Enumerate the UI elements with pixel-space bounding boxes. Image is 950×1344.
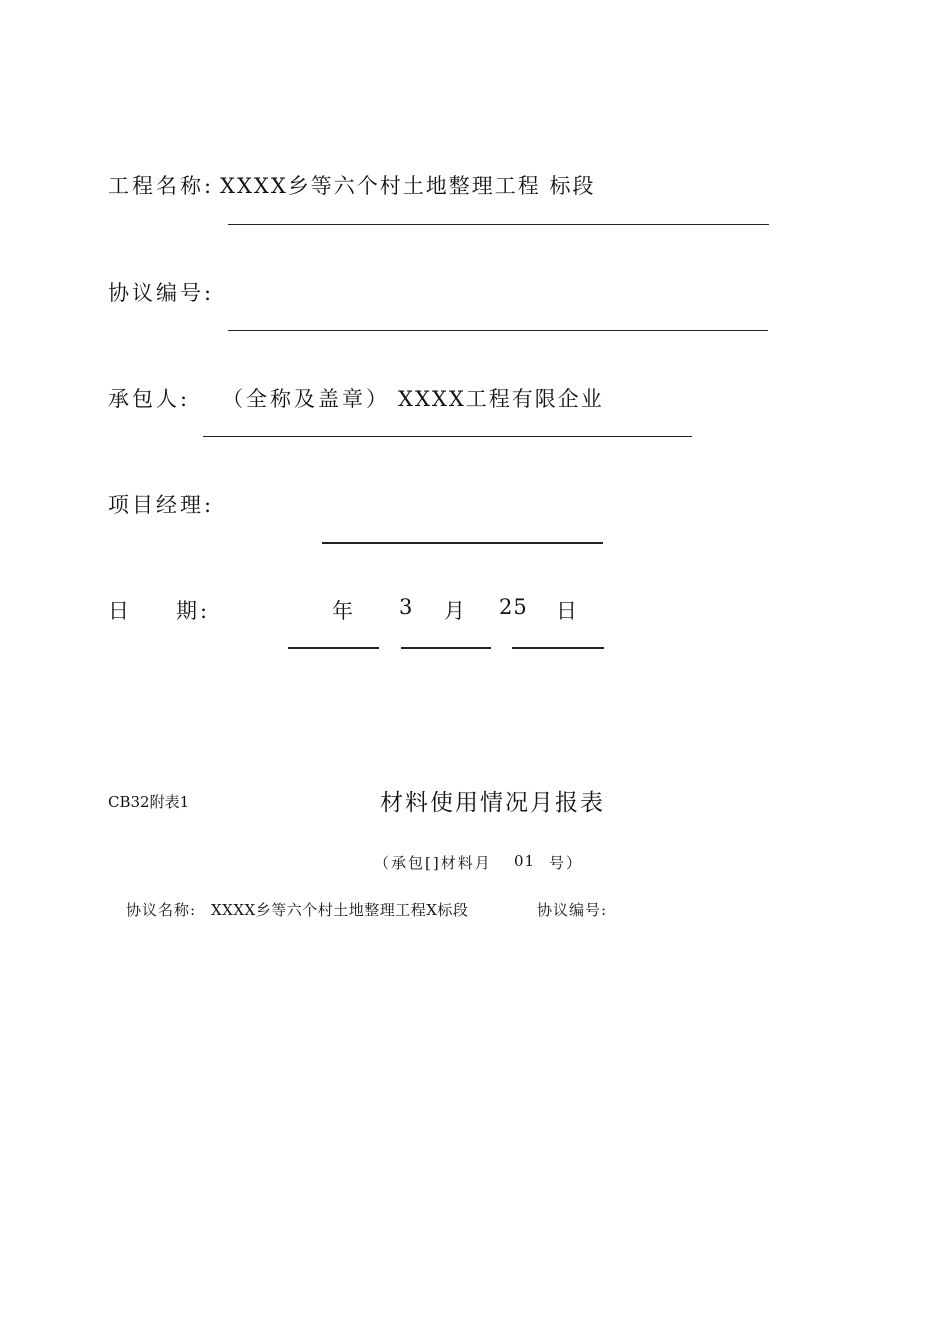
month-value: 3 [399,595,416,619]
contractor-note: （全称及盖章） [222,387,390,411]
project-name-underline [228,224,769,225]
report-agreement-no-label: 协议编号: [537,901,608,919]
agreement-name-label: 协议名称: [126,901,197,919]
day-underline [512,647,604,649]
date-label-part1: 日 [108,599,132,623]
project-manager-label: 项目经理: [108,493,215,517]
contractor-label: 承包人: [108,387,191,411]
form-code: CB32附表1 [108,793,190,811]
agreement-name-value: XXXX乡等六个村土地整理工程X标段 [211,901,469,919]
report-subtitle-close: 号） [549,854,584,872]
date-label-part2: 期: [176,599,211,623]
month-unit: 月 [444,599,468,623]
agreement-no-underline [228,330,768,331]
day-value: 25 [499,595,528,619]
day-unit: 日 [556,599,580,623]
agreement-no-label: 协议编号: [108,281,215,305]
project-name-value: XXXX乡等六个村土地整理工程 标段 [220,174,596,198]
year-unit: 年 [332,599,356,623]
contractor-underline [203,436,692,437]
month-underline [401,647,491,649]
report-title: 材料使用情况月报表 [380,790,605,816]
report-subtitle-open: （承包[]材料月 [374,854,492,872]
contractor-value: XXXX工程有限企业 [398,387,604,411]
project-manager-underline [322,542,603,544]
project-name-label: 工程名称: [108,174,215,198]
year-underline [288,647,379,649]
report-number: 01 [514,852,536,870]
